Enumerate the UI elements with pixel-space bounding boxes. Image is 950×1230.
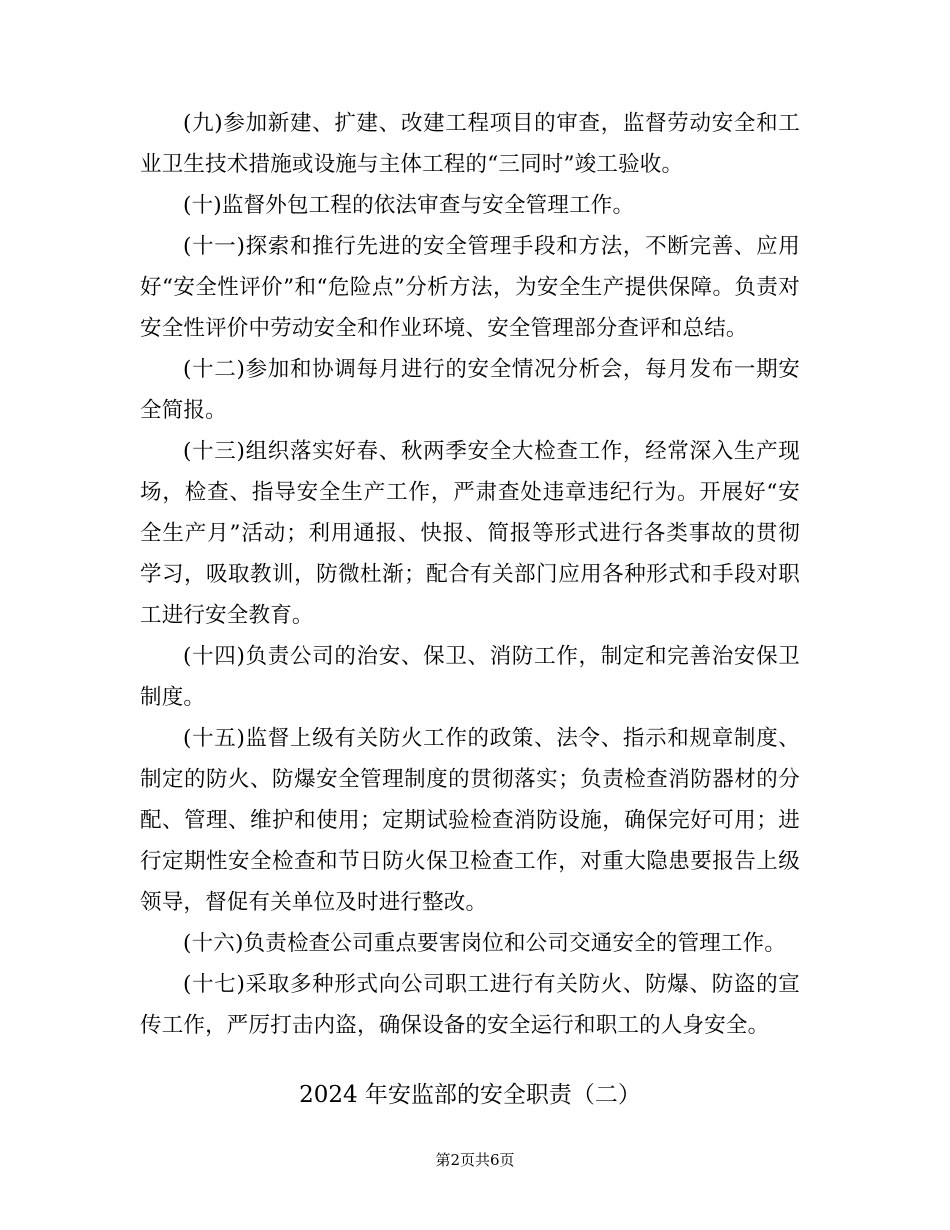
section-title: 2024 年安监部的安全职责（二） bbox=[299, 1082, 641, 1108]
paragraph-item-14: (十四)负责公司的治安、保卫、消防工作，制定和完善治安保卫制度。 bbox=[140, 644, 800, 710]
page-number-footer: 第2页共6页 bbox=[435, 1151, 515, 1169]
document-body bbox=[140, 103, 800, 1046]
paragraph-item-12: (十二)参加和协调每月进行的安全情况分析会，每月发布一期安全简报。 bbox=[140, 357, 800, 423]
paragraph-item-13: (十三)组织落实好春、秋两季安全大检查工作，经常深入生产现场，检查、指导安全生产工作，严肃查处违章违纪行为。开展好“安全生产月”活动；利用通报、快报、简报等形式进行各类事故的贯彻学习，吸取教训，防微杜渐；配合有关部门应用各种形式和手段对职工进行安全教育。 bbox=[140, 439, 800, 628]
paragraph-item-17: (十七)采取多种形式向公司职工进行有关防火、防爆、防盗的宣传工作，严厉打击内盗，确保设备的安全运行和职工的人身安全。 bbox=[140, 972, 800, 1038]
paragraph-item-10: (十)监督外包工程的依法审查与安全管理工作。 bbox=[183, 193, 635, 218]
paragraph-item-16: (十六)负责检查公司重点要害岗位和公司交通安全的管理工作。 bbox=[183, 931, 787, 956]
paragraph-item-15: (十五)监督上级有关防火工作的政策、法令、指示和规章制度、制定的防火、防爆安全管理制度的贯彻落实；负责检查消防器材的分配、管理、维护和使用；定期试验检查消防设施，确保完好可用；进行定期性安全检查和节日防火保卫检查工作，对重大隐患要报告上级领导，督促有关单位及时进行整改。 bbox=[140, 726, 800, 915]
paragraph-item-11: (十一)探索和推行先进的安全管理手段和方法，不断完善、应用好“安全性评价”和“危险点”分析方法，为安全生产提供保障。负责对安全性评价中劳动安全和作业环境、安全管理部分查评和总结。 bbox=[140, 234, 800, 341]
paragraph-item-9: (九)参加新建、扩建、改建工程项目的审查，监督劳动安全和工业卫生技术措施或设施与主体工程的“三同时”竣工验收。 bbox=[140, 111, 800, 177]
